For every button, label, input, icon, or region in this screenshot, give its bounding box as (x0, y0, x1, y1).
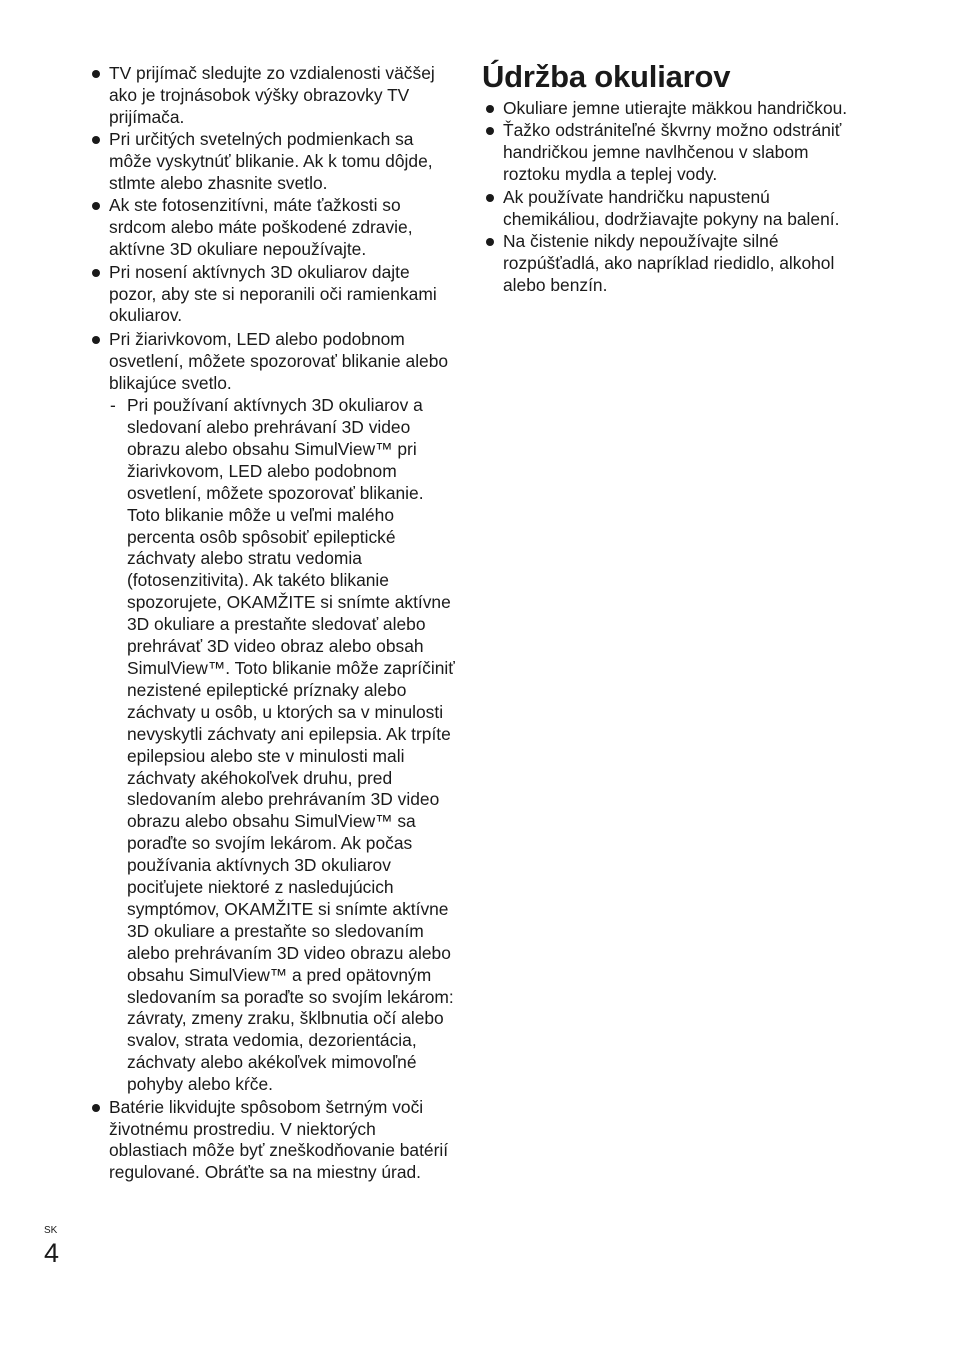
safety-list (88, 63, 458, 1184)
list-item-text: Okuliare jemne utierajte mäkkou handričkou. (503, 98, 848, 118)
maintenance-list (482, 98, 854, 297)
sub-list-item (109, 395, 458, 1096)
list-item-text: Pri nosení aktívnych 3D okuliarov dajte pozor, aby ste si neporanili oči ramienkami okuliarov. (109, 261, 437, 326)
dash-marker: - (110, 395, 116, 416)
list-item-text: Ak používate handričku napustenú chemikáliou, dodržiavajte pokyny na balení. (503, 186, 840, 229)
list-item-text: Batérie likvidujte spôsobom šetrným voči životnému prostrediu. V niektorých oblastiach môže byť zneškodňovanie batérií regulované. Obráťte sa na miestny úrad. (109, 1096, 449, 1183)
bullet-icon (92, 202, 100, 210)
list-item (482, 98, 854, 120)
left-column (88, 63, 458, 1185)
list-item (88, 63, 458, 129)
list-item (88, 195, 458, 261)
language-code: SK (44, 1225, 58, 1236)
list-item-text: TV prijímač sledujte zo vzdialenosti väčšej ako je trojnásobok výšky obrazovky TV prijímača. (109, 63, 435, 127)
list-item (482, 120, 854, 186)
bullet-icon (92, 1104, 100, 1112)
list-item (88, 129, 458, 195)
bullet-icon (486, 105, 494, 113)
bullet-icon (486, 194, 494, 202)
bullet-icon (92, 136, 100, 144)
list-item-text: Na čistenie nikdy nepoužívajte silné rozpúšťadlá, ako napríklad riedidlo, alkohol alebo benzín. (503, 230, 835, 295)
page-footer (44, 1225, 59, 1268)
list-item-text: Ak ste fotosenzitívni, máte ťažkosti so srdcom alebo máte poškodené zdravie, aktívne 3D okuliare nepoužívajte. (109, 195, 413, 260)
list-item (88, 262, 458, 328)
list-item (482, 187, 854, 231)
bullet-icon (92, 336, 100, 344)
list-item (88, 1097, 458, 1185)
list-item-text: Pri určitých svetelných podmienkach sa môže vyskytnúť blikanie. Ak k tomu dôjde, stlmte alebo zhasnite svetlo. (109, 129, 433, 194)
section-title: Údržba okuliarov (482, 59, 731, 94)
sub-list (109, 395, 458, 1096)
right-column (482, 58, 854, 297)
bullet-icon (486, 238, 494, 246)
list-item-text: Ťažko odstrániteľné škvrny možno odstrániť handričkou jemne navlhčenou v slabom roztoku mydla a teplej vody. (503, 120, 842, 185)
list-item (482, 231, 854, 297)
list-item-text: Pri žiarivkovom, LED alebo podobnom osvetlení, môžete spozorovať blikanie alebo blikajúce svetlo. (109, 329, 449, 394)
bullet-icon (92, 269, 100, 277)
sub-list-item-text: Pri používaní aktívnych 3D okuliarov a sledovaní alebo prehrávaní 3D video obrazu alebo obsahu SimulView™ pri žiarivkovom, LED alebo podobnom osvetlení, môžete spozorovať blikanie. Toto blikanie môže u veľmi malého percenta osôb spôsobiť epileptické záchvaty alebo stratu vedomia (fotosenzitivita). Ak takéto blikanie spozorujete, OKAMŽITE si snímte aktívne 3D okuliare a prestaňte sledovať alebo prehrávať 3D video obraz alebo obsah SimulView™. Toto blikanie môže zapríčiniť nezistené epileptické príznaky alebo záchvaty u osôb, u ktorých sa v minulosti nevyskytli záchvaty ani epilepsia. Ak trpíte epilepsiou alebo ste v minulosti mali záchvaty akéhokoľvek druhu, pred sledovaním alebo prehrávaním 3D video obrazu alebo obsahu SimulView™ sa poraďte so svojím lekárom. Ak počas používania aktívnych 3D okuliarov pociťujete niektoré z nasledujúcich symptómov, OKAMŽITE si snímte aktívne 3D okuliare a prestaňte so sledovaním alebo prehrávaním 3D video obrazu alebo obsahu SimulView™ a pred opätovným sledovaním sa poraďte so svojím lekárom: závraty, zmeny zraku, šklbnutia očí alebo svalov, strata vedomia, dezorientácia, záchvaty alebo akékoľvek mimovoľné pohyby alebo kŕče. (127, 395, 455, 1095)
bullet-icon (486, 127, 494, 135)
page-number: 4 (44, 1238, 60, 1268)
list-item (88, 329, 458, 1096)
bullet-icon (92, 70, 100, 78)
